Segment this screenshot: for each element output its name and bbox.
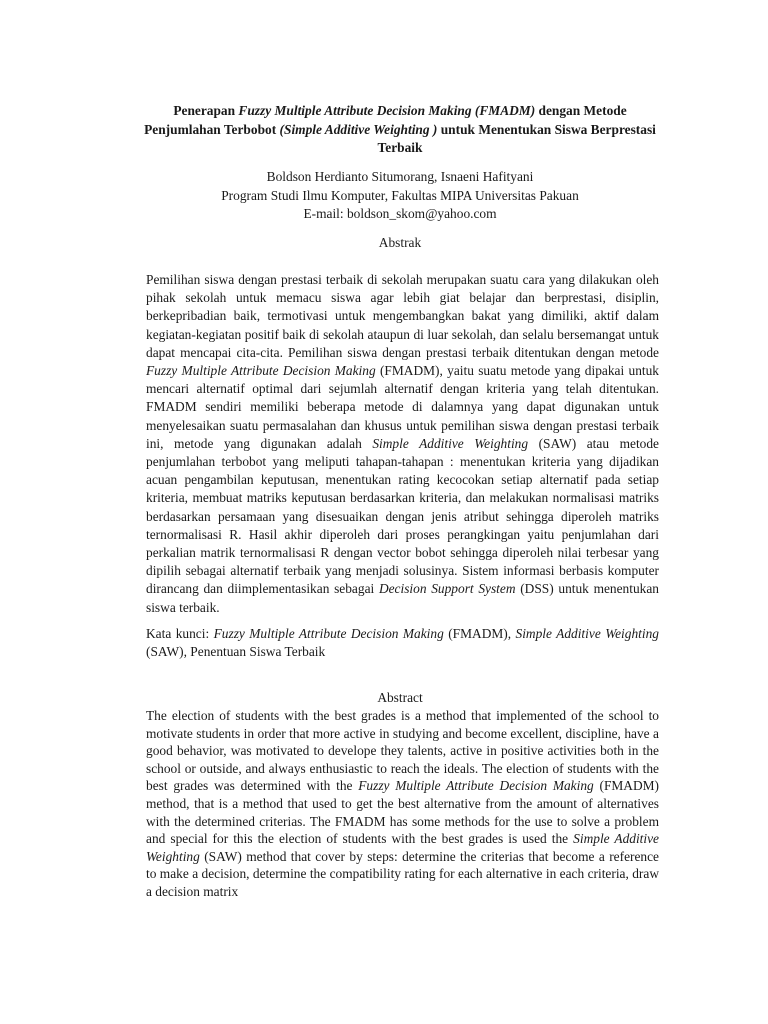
- keywords-text-3: (SAW), Penentuan Siswa Terbaik: [146, 644, 326, 660]
- paper-title: [140, 102, 660, 158]
- abstrak-heading: Abstrak: [378, 235, 422, 250]
- title-italic-2: (Simple Additive Weighting ): [279, 121, 438, 137]
- abstract-text-2: (FMADM) method, that is a method that used to get the best alternative from the amount of alternatives with the determined criterias. The FMADM has some methods for the use to solve a problem and special for this the election of students with the best grades is used the: [146, 778, 660, 847]
- keywords-italic-1: Fuzzy Multiple Attribute Decision Making: [213, 626, 444, 641]
- abstrak-text-2: (FMADM), yaitu suatu metode yang dipakai untuk mencari alternatif optimal dari sejumlah alternatif dengan kriteria yang telah ditentukan. FMADM sendiri memiliki beberapa metode di dalamnya yang dapat digunakan untuk menyelesaikan suatu permasalahan dan khusus untuk pemilihan siswa dengan prestasi terbaik ini, metode yang digunakan adalah: [146, 363, 660, 451]
- title-text-2: dengan Metode Penjumlahan Terbobot: [144, 103, 627, 137]
- title-text-3: untuk Menentukan Siswa Berprestasi Terbaik: [377, 121, 656, 155]
- abstrak-italic-3: Decision Support System: [378, 581, 516, 597]
- abstrak-italic-1: Fuzzy Multiple Attribute Decision Making: [146, 363, 376, 379]
- abstract-heading: Abstract: [377, 690, 423, 705]
- title-text-1: Penerapan: [173, 103, 239, 118]
- abstract-text-1: The election of students with the best grades is a method that implemented of the school to motivate students in order that more active in studying and become excellent, discipline, have a good behavior, was motivated to develope they talents, active in positive activities both in the school or outside, and always enthusiastic to reach the ideals. The election of students with the best grades was determined with the: [146, 708, 659, 794]
- abstract-text-3: (SAW) method that cover by steps: determine the criterias that become a reference to make a decision, determine the compatibility rating for each alternative in each criteria, draw a decision matrix: [146, 848, 659, 899]
- keywords-italic-2: Simple Additive Weighting: [515, 626, 659, 641]
- abstrak-text-1: Pemilihan siswa dengan prestasi terbaik di sekolah merupakan suatu cara yang dilakukan oleh pihak sekolah untuk memacu siswa agar lebih giat belajar dan berprestasi, disiplin, berkepribadian baik, termotivasi untuk mengembangkan bakat yang dimiliki, aktif dalam kegiatan-kegiatan positif baik di sekolah ataupun di luar sekolah, dan selalu bersemangat untuk dapat mencapai cita-cita. Pemilihan siswa dengan prestasi terbaik ditentukan dengan metode: [146, 272, 659, 360]
- abstract-italic-1: Fuzzy Multiple Attribute Decision Making: [358, 778, 594, 794]
- author-names: Boldson Herdianto Situmorang, Isnaeni Hafityani: [266, 169, 534, 184]
- keywords-text-1: Kata kunci:: [146, 626, 214, 641]
- abstrak-text-3: (SAW) atau metode penjumlahan terbobot yang meliputi tahapan-tahapan : menentukan kriteria yang dijadikan acuan pengambilan keputusan, menentukan rating kecocokan setiap alternatif pada setiap kriteria, membuat matriks keputusan berdasarkan kriteria, dan melakukan normalisasi matriks berdasarkan persamaan yang disesuaikan dengan jenis atribut sehingga diperoleh matriks ternormalisasi R. Hasil akhir diperoleh dari proses perangkingan yaitu penjumlahan dari perkalian matrik ternormalisasi R dengan vector bobot sehingga diperoleh nilai terbesar yang dipilih sebagai alternatif terbaik yang menjadi solusinya. Sistem informasi berbasis komputer dirancang dan diimplementasikan sebagai: [146, 435, 659, 597]
- abstract-body: [146, 707, 659, 901]
- title-italic-1: Fuzzy Multiple Attribute Decision Making (FMADM): [238, 103, 536, 118]
- abstract-italic-2: Simple Additive Weighting: [146, 831, 660, 864]
- author-affiliation: Program Studi Ilmu Komputer, Fakultas MIPA Universitas Pakuan: [221, 187, 579, 203]
- keywords: [146, 625, 659, 661]
- keywords-text-2: (FMADM),: [443, 626, 516, 641]
- abstrak-body: [146, 271, 659, 617]
- abstrak-text-4: (DSS) untuk menentukan siswa terbaik.: [146, 581, 660, 615]
- abstrak-italic-2: Simple Additive Weighting: [372, 435, 529, 451]
- author-email: E-mail: boldson_skom@yahoo.com: [303, 206, 497, 221]
- author-block: [140, 168, 660, 224]
